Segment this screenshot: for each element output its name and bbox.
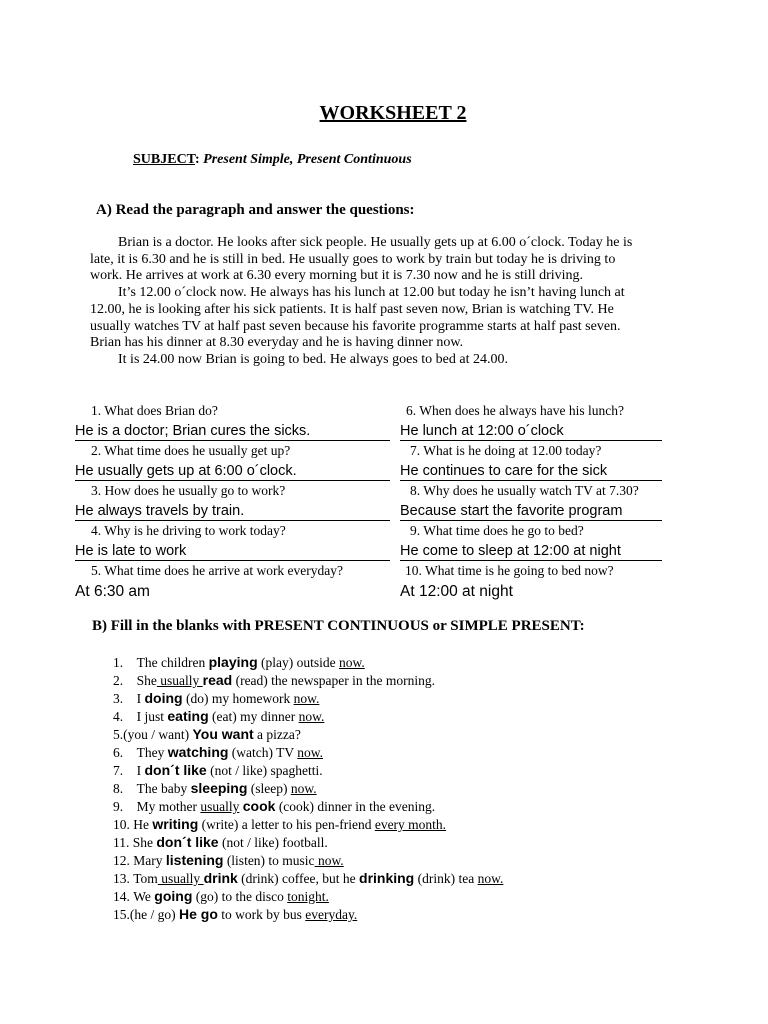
item-text: Tom: [133, 871, 158, 886]
question-5: 5. What time does he arrive at work everyday?: [91, 563, 344, 578]
paragraph-line: It is 24.00 now Brian is going to bed. He always goes to bed at 24.00.: [118, 351, 509, 367]
fill-item-11: [113, 833, 328, 852]
item-text: The baby: [136, 781, 191, 796]
underlined-word: now.: [477, 871, 504, 886]
handwritten-answer: sleeping: [190, 780, 248, 796]
handwritten-answer: playing: [208, 654, 258, 670]
item-text: The children: [136, 655, 209, 670]
fill-item-10: [113, 815, 446, 834]
worksheet-title: WORKSHEET 2: [319, 102, 467, 124]
fill-item-6: [113, 743, 323, 762]
item-number: 2.: [113, 673, 124, 688]
handwritten-answer: don´t like: [144, 762, 207, 778]
item-text: My mother: [136, 799, 201, 814]
fill-item-3: [113, 689, 319, 708]
item-text: (watch) TV: [228, 745, 298, 760]
item-text: (drink) tea: [414, 871, 478, 886]
subject-line: [133, 152, 412, 168]
item-text: I just: [136, 709, 168, 724]
item-text: We: [133, 889, 155, 904]
handwritten-answer: don´t like: [156, 834, 219, 850]
underlined-word: now.: [338, 655, 365, 670]
answer-5: At 6:30 am: [75, 583, 150, 600]
underlined-word: now.: [298, 709, 325, 724]
item-text: (do) my homework: [182, 691, 294, 706]
paragraph-line: Brian has his dinner at 8.30 everyday and he is having dinner now.: [90, 335, 464, 351]
paragraph-line: usually watches TV at half past seven because his favorite programme starts at half past seven.: [90, 318, 621, 334]
item-text: (not / like) spaghetti.: [206, 763, 323, 778]
underlined-word: now.: [314, 853, 344, 868]
item-text: to work by bus: [217, 907, 306, 922]
subject-value: Present Simple, Present Continuous: [199, 152, 412, 167]
item-text: a pizza?: [253, 727, 301, 742]
item-number: 9.: [113, 799, 124, 814]
item-number: 13.: [113, 871, 130, 886]
item-text: (read) the newspaper in the morning.: [232, 673, 436, 688]
question-2: 2. What time does he usually get up?: [91, 443, 291, 458]
handwritten-answer: He go: [178, 906, 218, 922]
item-text: (play) outside: [257, 655, 339, 670]
section-b-heading: B) Fill in the blanks with PRESENT CONTINUOUS or SIMPLE PRESENT:: [92, 618, 585, 634]
item-number: 15.(he / go): [113, 907, 176, 922]
item-text: I: [136, 691, 145, 706]
question-9: 9. What time does he go to bed?: [410, 523, 584, 538]
question-8: 8. Why does he usually watch TV at 7.30?: [410, 483, 639, 498]
fill-item-8: [113, 779, 317, 798]
handwritten-answer: drinking: [359, 870, 415, 886]
item-number: 4.: [113, 709, 124, 724]
paragraph-line: Brian is a doctor. He looks after sick people. He usually gets up at 6.00 o´clock. Today he is: [118, 235, 633, 250]
paragraph-line: 12.00, he is looking after his sick patients. It is half past seven now, Brian is watching TV. He: [90, 301, 614, 317]
handwritten-answer: read: [202, 672, 233, 688]
handwritten-answer: going: [154, 888, 193, 904]
fill-item-5: [113, 725, 301, 744]
underlined-word: everyday.: [305, 907, 358, 922]
paragraph-line: work. He arrives at work at 6.30 every morning but it is 7.30 now and he is still driving.: [90, 268, 584, 284]
underlined-word: now.: [293, 691, 320, 706]
paragraph-line: It’s 12.00 o´clock now. He always has his lunch at 12.00 but today he isn’t having lunch at: [118, 285, 625, 301]
answer-1: He is a doctor; Brian cures the sicks.: [75, 423, 390, 441]
item-number: 3.: [113, 691, 124, 706]
reading-paragraph: [90, 235, 700, 369]
fill-item-2: [113, 671, 435, 690]
underlined-word: usually: [200, 799, 240, 814]
item-text: He: [133, 817, 153, 832]
item-text: (sleep): [247, 781, 291, 796]
answer-10: At 12:00 at night: [400, 583, 513, 600]
paragraph-line: late, it is 6.30 and he is still in bed. He usually goes to work by train but today he is driving to: [90, 251, 616, 267]
item-number: 14.: [113, 889, 130, 904]
section-a-heading: A) Read the paragraph and answer the questions:: [96, 202, 415, 218]
handwritten-answer: watching: [167, 744, 229, 760]
subject-colon: :: [194, 152, 200, 167]
item-text: (go) to the disco: [192, 889, 288, 904]
fill-item-13: [113, 869, 503, 888]
underlined-word: now.: [290, 781, 317, 796]
underlined-word: tonight.: [287, 889, 329, 904]
fill-item-9: [113, 797, 435, 816]
answer-9: He come to sleep at 12:00 at night: [400, 543, 662, 561]
item-text: (write) a letter to his pen-friend: [198, 817, 375, 832]
answer-6: He lunch at 12:00 o´clock: [400, 423, 662, 441]
item-number: 10.: [113, 817, 130, 832]
subject-label: SUBJECT: [133, 152, 195, 167]
answer-2: He usually gets up at 6:00 o´clock.: [75, 463, 390, 481]
answer-7: He continues to care for the sick: [400, 463, 662, 481]
item-number: 11.: [113, 835, 130, 850]
question-7: 7. What is he doing at 12.00 today?: [410, 443, 602, 458]
question-3: 3. How does he usually go to work?: [91, 483, 286, 498]
fill-item-15: [113, 905, 357, 924]
fill-item-7: [113, 761, 323, 780]
underlined-word: usually: [156, 673, 203, 688]
item-text: (drink) coffee, but he: [237, 871, 360, 886]
answer-3: He always travels by train.: [75, 503, 390, 521]
handwritten-answer: eating: [167, 708, 209, 724]
item-text: She: [132, 835, 157, 850]
answer-8: Because start the favorite program: [400, 503, 662, 521]
handwritten-answer: You want: [192, 726, 254, 742]
handwritten-answer: drink: [203, 870, 238, 886]
item-number: 5.(you / want): [113, 727, 190, 742]
item-text: (listen) to music: [223, 853, 315, 868]
question-10: 10. What time is he going to bed now?: [405, 563, 614, 578]
item-text: (not / like) football.: [218, 835, 328, 850]
item-text: They: [136, 745, 168, 760]
handwritten-answer: listening: [165, 852, 224, 868]
answer-4: He is late to work: [75, 543, 390, 561]
underlined-word: every month.: [374, 817, 447, 832]
item-number: 6.: [113, 745, 124, 760]
question-6: 6. When does he always have his lunch?: [406, 403, 624, 418]
item-text: She: [136, 673, 157, 688]
question-4: 4. Why is he driving to work today?: [91, 523, 286, 538]
item-number: 1.: [113, 655, 124, 670]
item-text: Mary: [133, 853, 166, 868]
underlined-word: now.: [297, 745, 324, 760]
handwritten-answer: doing: [144, 690, 183, 706]
fill-item-12: [113, 851, 344, 870]
item-text: (eat) my dinner: [208, 709, 299, 724]
item-text: (cook) dinner in the evening.: [275, 799, 436, 814]
handwritten-answer: writing: [152, 816, 199, 832]
item-text: I: [136, 763, 145, 778]
fill-item-14: [113, 887, 329, 906]
item-number: 7.: [113, 763, 124, 778]
handwritten-answer: cook: [242, 798, 276, 814]
item-number: 8.: [113, 781, 124, 796]
fill-item-1: [113, 653, 365, 672]
underlined-word: usually: [157, 871, 204, 886]
fill-item-4: [113, 707, 324, 726]
question-1: 1. What does Brian do?: [91, 403, 218, 418]
item-number: 12.: [113, 853, 130, 868]
